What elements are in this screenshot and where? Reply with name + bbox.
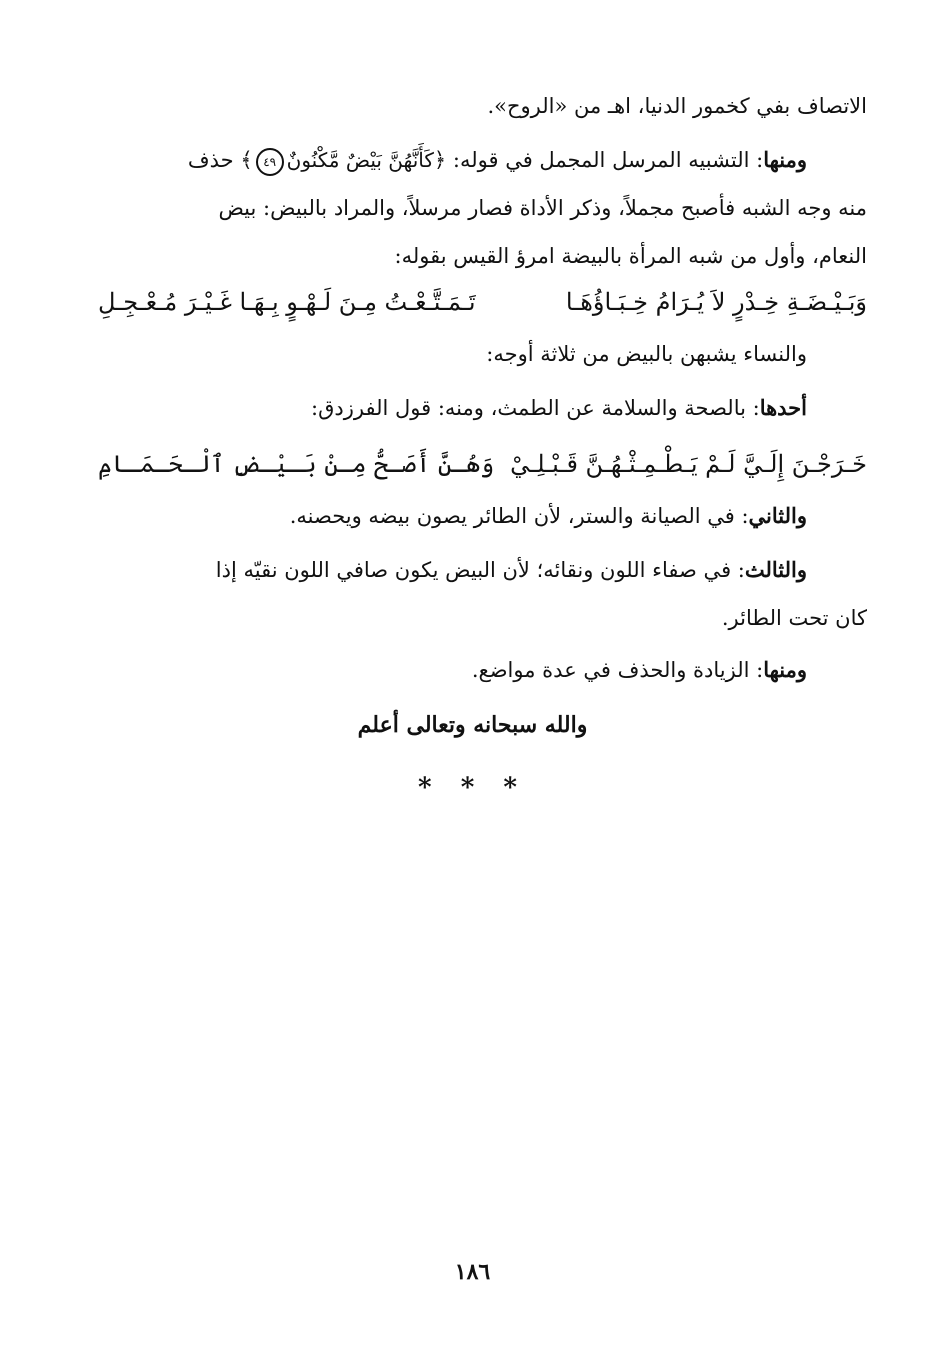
paragraph-6-lead: والثالث <box>744 557 807 582</box>
paragraph-2-lead: ومنها <box>763 147 807 172</box>
poetry-verse-2 <box>98 440 867 488</box>
paragraph-7 <box>98 646 867 694</box>
poetry-verse-1 <box>98 278 867 326</box>
paragraph-2-line-3: النعام، وأول من شبه المرأة بالبيضة امرؤ القيس بقوله: <box>394 244 867 268</box>
paragraph-1-line-1: الاتصاف بفي كخمور الدنيا، اهـ من «الروح». <box>487 94 867 118</box>
paragraph-4-lead: أحدها <box>759 395 807 420</box>
paragraph-7-line-1 <box>98 646 867 694</box>
page-number: ١٨٦ <box>454 1259 491 1285</box>
paragraph-7-text: : الزيادة والحذف في عدة مواضع. <box>471 658 764 682</box>
paragraph-1 <box>98 82 867 130</box>
verse-2-second-hemistich: وَهُـنَّ أَصَـحُّ مِـنْ بَـيْـضِ ٱلْـحَـمَـامِ <box>98 450 495 478</box>
paragraph-7-lead: ومنها <box>763 657 807 682</box>
paragraph-2-line-1 <box>98 136 867 184</box>
paragraph-6-line-1 <box>98 546 867 594</box>
closing-phrase: والله سبحانه وتعالى أعلم <box>357 712 588 738</box>
verse-1-first-hemistich: وَبَـيْـضَـةِ خِـدْرٍ لاَ يُـرَامُ خِـبَـاؤُهَـا <box>565 288 867 316</box>
paragraph-2 <box>98 136 867 280</box>
ayah-number-icon: ٤٩ <box>256 148 284 176</box>
paragraph-6-text: : في صفاء اللون ونقائه؛ لأن البيض يكون صافي اللون نقيّه إذا <box>215 558 745 582</box>
paragraph-5-line-1 <box>98 492 867 540</box>
paragraph-4-line-1 <box>98 384 867 432</box>
paragraph-2-text: : التشبيه المرسل المجمل في قوله: ﴿ <box>433 148 764 172</box>
paragraph-5-lead: والثاني <box>748 503 807 528</box>
paragraph-4 <box>98 384 867 432</box>
paragraph-5-text: : في الصيانة والستر، لأن الطائر يصون بيضه ويحصنه. <box>289 504 749 528</box>
paragraph-3-line-1: والنساء يشبهن بالبيض من ثلاثة أوجه: <box>486 342 807 366</box>
paragraph-2-line-1-end: ﴾ حذف <box>187 148 253 172</box>
paragraph-3 <box>98 330 867 378</box>
paragraph-5 <box>98 492 867 540</box>
section-separator-stars: * * * <box>418 773 527 803</box>
verse-1-second-hemistich: تَـمَـتَّـعْـتُ مِـنَ لَـهْـوٍ بِـهَـا غَـيْـرَ مُـعْـجِـلِ <box>98 288 476 316</box>
paragraph-6 <box>98 546 867 642</box>
paragraph-6-line-2: كان تحت الطائر. <box>721 606 867 630</box>
paragraph-4-text: : بالصحة والسلامة عن الطمث، ومنه: قول الفرزدق: <box>311 396 760 420</box>
paragraph-2-line-2: منه وجه الشبه فأصبح مجملاً، وذكر الأداة فصار مرسلاً، والمراد بالبيض: بيض <box>218 196 867 220</box>
quran-verse: كَأَنَّهُنَّ بَيْضٌ مَّكْنُونٌ <box>286 148 434 172</box>
verse-2-first-hemistich: خَـرَجْـنَ إِلَـيَّ لَـمْ يَـطْـمِـثْـهُـنَّ قَـبْـلِـيْ <box>510 450 867 478</box>
